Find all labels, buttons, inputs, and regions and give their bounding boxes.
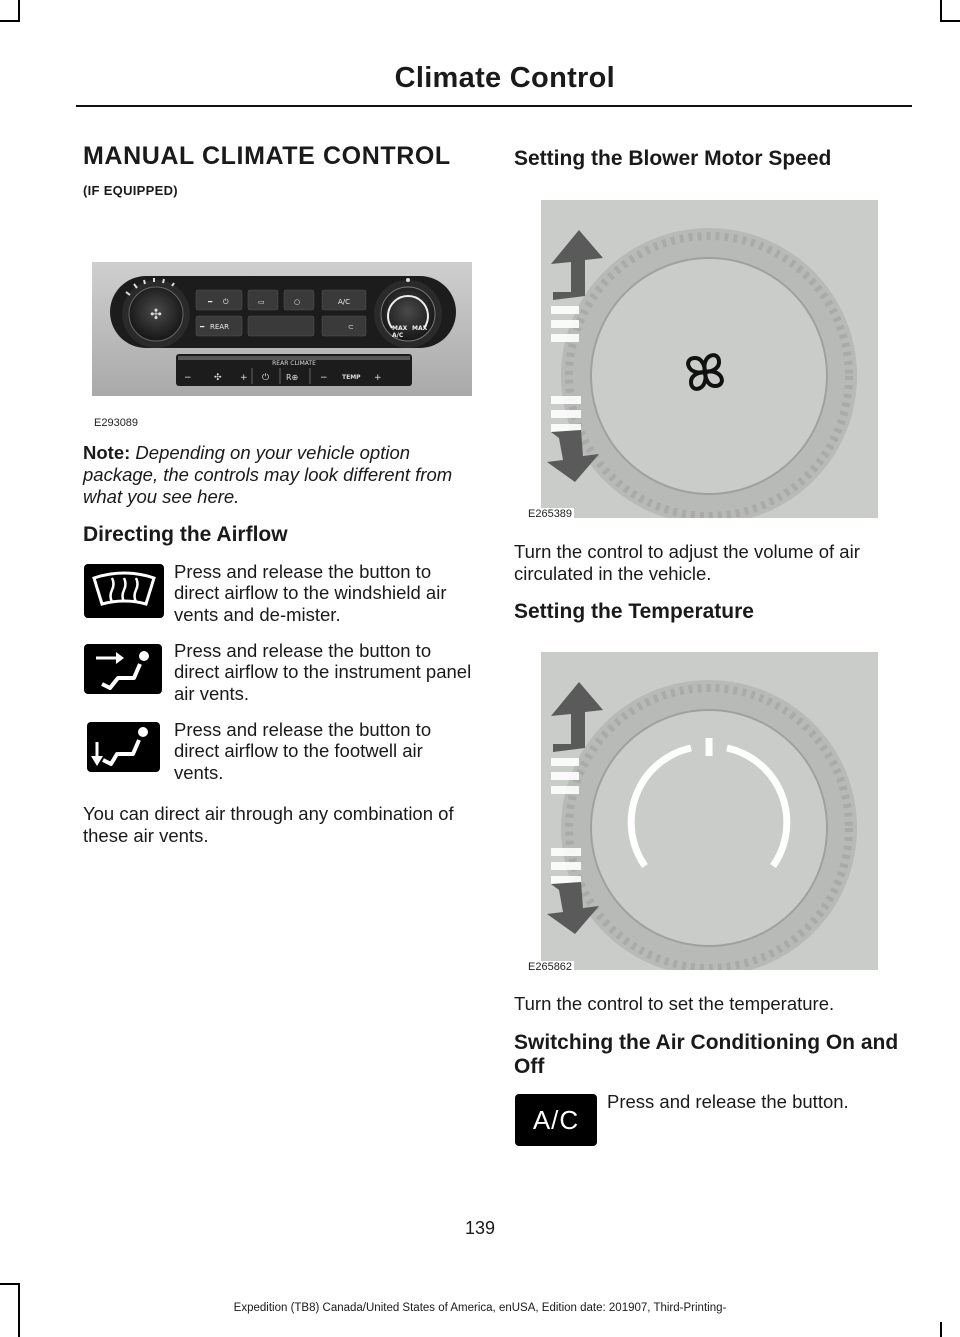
blower-figure-code: E265389 <box>528 508 573 520</box>
page-number: 139 <box>464 1218 496 1238</box>
panel-figure-code: E293089 <box>94 417 139 429</box>
svg-text:✣: ✣ <box>150 307 162 323</box>
control-panel-figure <box>92 262 472 396</box>
footwell-vent-text: Press and release the button to direct airflow to the footwell air vents. <box>174 719 432 783</box>
svg-text:✣: ✣ <box>214 373 222 383</box>
crop-mark-tr-v <box>940 0 942 22</box>
header-rule <box>76 105 912 107</box>
section-title: MANUAL CLIMATE CONTROL <box>83 142 451 170</box>
crop-mark-bl-h <box>0 1283 20 1285</box>
svg-text:⊂: ⊂ <box>348 323 354 331</box>
ac-title: Switching the Air Conditioning On and Off <box>514 1031 899 1079</box>
temperature-title: Setting the Temperature <box>514 600 754 623</box>
svg-text:−: − <box>320 373 328 383</box>
svg-text:+: + <box>374 373 382 383</box>
airflow-title: Directing the Airflow <box>83 523 288 546</box>
svg-text:REAR CLIMATE: REAR CLIMATE <box>272 360 316 367</box>
svg-text:MAX: MAX <box>392 325 408 332</box>
svg-text:MAX: MAX <box>412 325 428 332</box>
note-paragraph <box>83 442 475 509</box>
ac-button-icon <box>515 1094 597 1146</box>
temperature-figure <box>541 652 878 970</box>
page-header-title: Climate Control <box>394 62 615 94</box>
crop-mark-tl-v <box>18 0 20 22</box>
blower-title: Setting the Blower Motor Speed <box>514 147 832 170</box>
control-panel-illustration <box>92 262 472 396</box>
windshield-defrost-icon <box>84 564 164 618</box>
temperature-figure-code: E265862 <box>528 961 573 973</box>
temperature-text: Turn the control to set the temperature. <box>514 993 835 1014</box>
footwell-vent-icon <box>87 722 160 772</box>
svg-text:R⊕: R⊕ <box>286 373 299 382</box>
left-column <box>83 140 475 198</box>
crop-mark-tr-h <box>940 20 960 22</box>
ac-label: A/C <box>338 298 351 306</box>
windshield-defrost-text: Press and release the button to direct airflow to the windshield air vents and de-mister. <box>174 561 447 625</box>
blower-figure <box>541 200 878 518</box>
svg-text:−: − <box>184 373 192 383</box>
rear-label: REAR <box>210 323 229 331</box>
svg-text:⏻: ⏻ <box>262 373 270 383</box>
svg-text:⏻: ⏻ <box>223 298 229 306</box>
svg-text:━: ━ <box>208 298 213 306</box>
crop-mark-br-v <box>940 1322 942 1337</box>
svg-text:━: ━ <box>200 323 205 331</box>
panel-vent-text: Press and release the button to direct airflow to the instrument panel air vents. <box>174 640 472 704</box>
crop-mark-tl-h <box>0 20 20 22</box>
svg-text:+: + <box>240 373 248 383</box>
svg-text:○: ○ <box>294 298 301 306</box>
footer-text: Expedition (TB8) Canada/United States of America, enUSA, Edition date: 201907, Third-Printing- <box>233 1302 727 1314</box>
svg-text:A/C: A/C <box>392 332 404 339</box>
if-equipped-label: (IF EQUIPPED) <box>83 182 178 198</box>
ac-text: Press and release the button. <box>607 1091 849 1112</box>
note-label: Note: <box>83 442 131 463</box>
note-text: Depending on your vehicle option package, the controls may look different from what you see here. <box>83 442 453 508</box>
ac-icon-label: A/C <box>532 1104 580 1135</box>
svg-text:TEMP: TEMP <box>342 374 361 381</box>
svg-text:▭: ▭ <box>258 298 265 306</box>
panel-vent-icon <box>84 644 162 694</box>
combination-text: You can direct air through any combination of these air vents. <box>83 803 454 847</box>
blower-text: Turn the control to adjust the volume of air circulated in the vehicle. <box>514 541 860 585</box>
